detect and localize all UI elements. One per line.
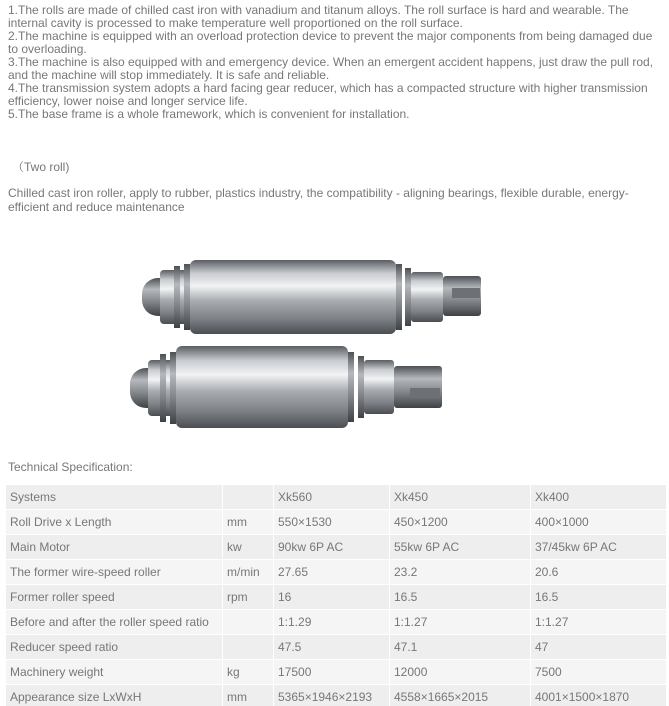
table-cell: 450×1200: [390, 510, 531, 535]
table-cell: 16: [274, 585, 390, 610]
table-row: [6, 560, 667, 585]
table-cell: 1:1.27: [531, 610, 667, 635]
table-cell: kg: [223, 660, 274, 685]
table-cell: Machinery weight: [6, 660, 223, 685]
table-cell: 90kw 6P AC: [274, 535, 390, 560]
feature-item: 2.The machine is equipped with an overload protection device to prevent the major components from being damaged due to overloading.: [8, 29, 653, 56]
table-cell: rpm: [223, 585, 274, 610]
spec-table: [6, 485, 667, 706]
roller-image: [130, 236, 510, 441]
table-cell: 47.1: [390, 635, 531, 660]
table-row: [6, 510, 667, 535]
lower-roller: [130, 346, 442, 428]
table-cell: Before and after the roller speed ratio: [6, 610, 223, 635]
table-cell: 17500: [274, 660, 390, 685]
table-cell: 4558×1665×2015: [390, 685, 531, 706]
table-cell: 1:1.27: [390, 610, 531, 635]
table-row: [6, 535, 667, 560]
feature-list: [8, 4, 664, 121]
table-cell: The former wire-speed roller: [6, 560, 223, 585]
table-row: [6, 485, 667, 510]
upper-roller: [142, 260, 481, 334]
table-cell: [223, 635, 274, 660]
table-cell: 37/45kw 6P AC: [531, 535, 667, 560]
feature-item: 5.The base frame is a whole framework, which is convenient for installation.: [8, 107, 410, 121]
table-cell: Xk400: [531, 485, 667, 510]
table-cell: Systems: [6, 485, 223, 510]
table-cell: 12000: [390, 660, 531, 685]
spec-title: Technical Specification:: [8, 460, 133, 474]
table-cell: 400×1000: [531, 510, 667, 535]
table-cell: 5365×1946×2193: [274, 685, 390, 706]
table-cell: kw: [223, 535, 274, 560]
table-cell: Main Motor: [6, 535, 223, 560]
table-row: [6, 635, 667, 660]
table-cell: Appearance size LxWxH: [6, 685, 223, 706]
table-cell: [223, 610, 274, 635]
table-cell: 27.65: [274, 560, 390, 585]
feature-item: 1.The rolls are made of chilled cast iron with vanadium and titanum alloys. The roll surface is hard and wearable. The internal cavity is processed to make temperature well proportioned on the roll surface.: [8, 3, 629, 30]
table-cell: Reducer speed ratio: [6, 635, 223, 660]
table-cell: 20.6: [531, 560, 667, 585]
table-cell: Roll Drive x Length: [6, 510, 223, 535]
table-row: [6, 610, 667, 635]
table-cell: 7500: [531, 660, 667, 685]
table-cell: 16.5: [390, 585, 531, 610]
table-row: [6, 660, 667, 685]
table-cell: 4001×1500×1870: [531, 685, 667, 706]
table-cell: 550×1530: [274, 510, 390, 535]
table-cell: 16.5: [531, 585, 667, 610]
feature-item: 3.The machine is also equipped with and emergency device. When an emergent accident happens, just draw the pull rod, and the machine will stop immediately. It is safe and reliable.: [8, 55, 654, 82]
table-cell: mm: [223, 685, 274, 706]
table-cell: 55kw 6P AC: [390, 535, 531, 560]
table-cell: Xk560: [274, 485, 390, 510]
table-cell: 47: [531, 635, 667, 660]
table-cell: Xk450: [390, 485, 531, 510]
table-cell: 1:1.29: [274, 610, 390, 635]
two-roll-label: （Two roll): [12, 160, 70, 174]
table-cell: Former roller speed: [6, 585, 223, 610]
table-cell: m/min: [223, 560, 274, 585]
table-row: [6, 685, 667, 706]
table-cell: 23.2: [390, 560, 531, 585]
table-cell: 47.5: [274, 635, 390, 660]
table-cell: [223, 485, 274, 510]
table-cell: mm: [223, 510, 274, 535]
product-description: Chilled cast iron roller, apply to rubber, plastics industry, the compatibility - aligning bearings, flexible durable, energy-efficient and reduce maintenance: [8, 186, 629, 214]
table-row: [6, 585, 667, 610]
feature-item: 4.The transmission system adopts a hard facing gear reducer, which has a compacted structure with higher transmission efficiency, lower noise and longer service life.: [8, 81, 648, 108]
